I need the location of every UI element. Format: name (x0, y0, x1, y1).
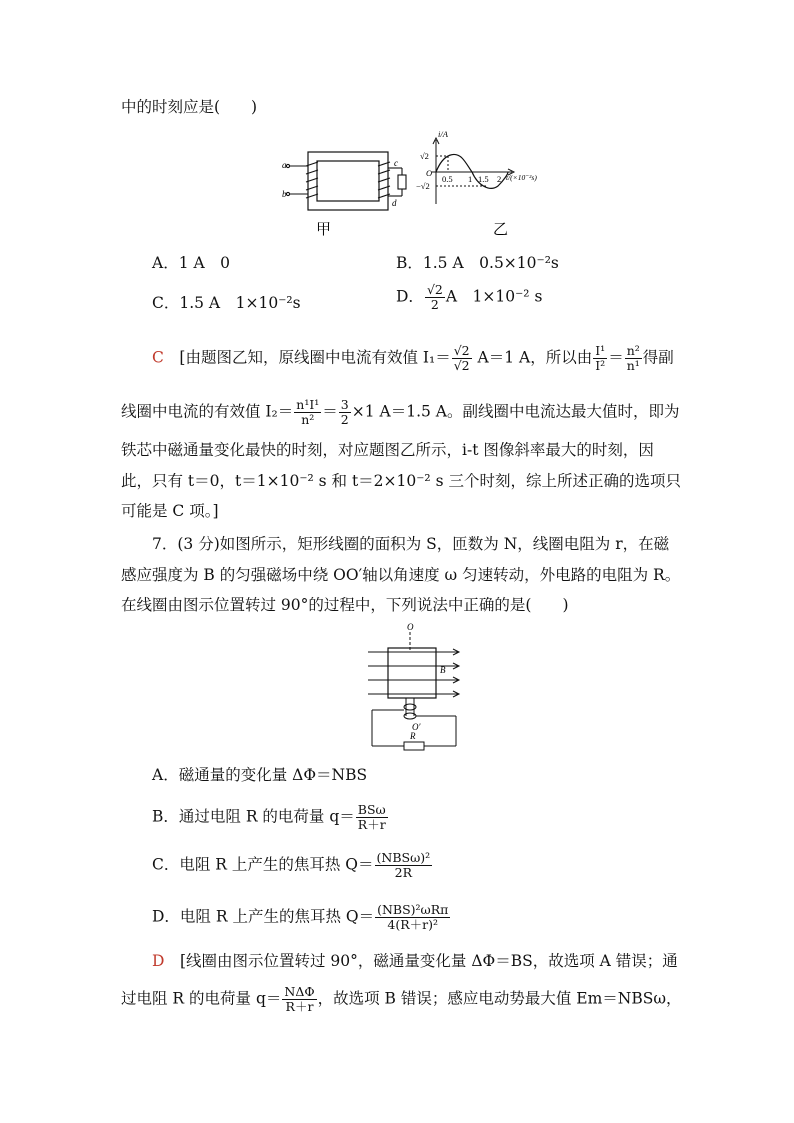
origin-label: O (426, 168, 433, 178)
prev-solution-line-2: 线圈中电流的有效值 I₂＝ $\frac{\text{n¹I¹}}{\text{n²}}$ ＝ $\frac{3}{2}$ ×1 A＝1.5 A。副线圈中电流达最大值时，即为 (121, 397, 680, 427)
prev-solution-line-3: 铁芯中磁通量变化最快的时刻，对应题图乙所示，i-t 图像斜率最大的时刻，因 (121, 441, 654, 459)
q7-option-b: B．通过电阻 R 的电荷量 q＝ $\frac{\text{BSω}}{R+r}$ (152, 802, 386, 832)
label-R: R (410, 731, 416, 741)
label-O-prime: O′ (412, 722, 421, 732)
rotating-coil-figure (360, 620, 470, 752)
tick-positive: √2 (420, 151, 429, 161)
caption-left: 甲 (316, 222, 332, 238)
q7-stem-line-1: 7．(3 分)如图所示，矩形线圈的面积为 S，匝数为 N，线圈电阻为 r，在磁 (152, 535, 670, 553)
y-axis-label: i/A (438, 129, 448, 139)
tick-negative: −√2 (416, 181, 430, 191)
prev-solution-line-5: 可能是 C 项。] (121, 502, 219, 520)
q7-stem-line-2: 感应强度为 B 的匀强磁场中绕 OO′轴以角速度 ω 匀速转动，外电路的电阻为 R。 (121, 566, 681, 584)
prev-solution-line-1: C [由题图乙知，原线圈中电流有效值 I₁＝ $\frac{√2}{√2}$ A＝1 A，所以由 $\frac{\text{I¹}}{\text{I²}}$ ＝ $\frac{\text{n²}}{\text{n¹}}$ 得副 (152, 343, 674, 373)
terminal-c: c (394, 158, 398, 168)
q7-solution-line-1: D [线圈由图示位置转过 90°，磁通量变化量 ΔΦ＝BS，故选项 A 错误；通 (152, 952, 678, 970)
transformer-figure (276, 128, 566, 238)
q7-solution-line-2: 过电阻 R 的电荷量 q＝ $\frac{\text{NΔΦ}}{R+r}$ ，故选项 B 错误；感应电动势最大值 Em＝NBSω， (121, 984, 682, 1014)
prev-solution-line-4: 此，只有 t＝0，t＝1×10⁻² s 和 t＝2×10⁻² s 三个时刻，综上所述正确的选项只 (121, 472, 681, 490)
prev-option-d: D． $\frac{√2}{2}$ A 1×10⁻² s (396, 282, 543, 312)
x-tick-2: 2 (497, 174, 502, 184)
secondary-coil (378, 162, 406, 198)
q7-option-d: D．电阻 R 上产生的焦耳热 Q＝ $\frac{\text{(NBS)²ωRπ}}{\text{4(R＋r)²}}$ (152, 902, 449, 932)
q7-option-a: A．磁通量的变化量 ΔΦ＝NBS (152, 766, 368, 784)
primary-coil (286, 162, 318, 198)
label-B: B (440, 665, 446, 675)
x-tick-1: 1 (468, 174, 473, 184)
resistor-R (404, 742, 424, 750)
current-graph (432, 138, 514, 204)
question-stem-tail: 中的时刻应是( ) (121, 98, 258, 116)
label-O: O (407, 622, 414, 632)
q7-stem-line-3: 在线圈由图示位置转过 90°的过程中，下列说法中正确的是( ) (121, 596, 569, 614)
terminal-b: b (282, 189, 287, 199)
caption-right: 乙 (493, 222, 509, 238)
terminal-a: a (282, 160, 287, 170)
x-tick-1.5: 1.5 (478, 174, 489, 184)
x-tick-0.5: 0.5 (442, 174, 453, 184)
transformer-core (308, 152, 388, 210)
q7-answer-letter: D (152, 952, 165, 970)
terminal-d: d (392, 198, 397, 208)
prev-option-c: C．1.5 A 1×10⁻²s (152, 294, 301, 312)
q7-option-c: C．电阻 R 上产生的焦耳热 Q＝ $\frac{\text{(NBSω)²}}{2R}$ (152, 850, 431, 880)
prev-option-b: B．1.5 A 0.5×10⁻²s (396, 254, 559, 272)
prev-option-a: A．1 A 0 (152, 254, 231, 272)
coil-rect (388, 648, 436, 698)
x-axis-label: t/(×10⁻²s) (506, 173, 537, 182)
answer-letter: C (152, 348, 164, 367)
